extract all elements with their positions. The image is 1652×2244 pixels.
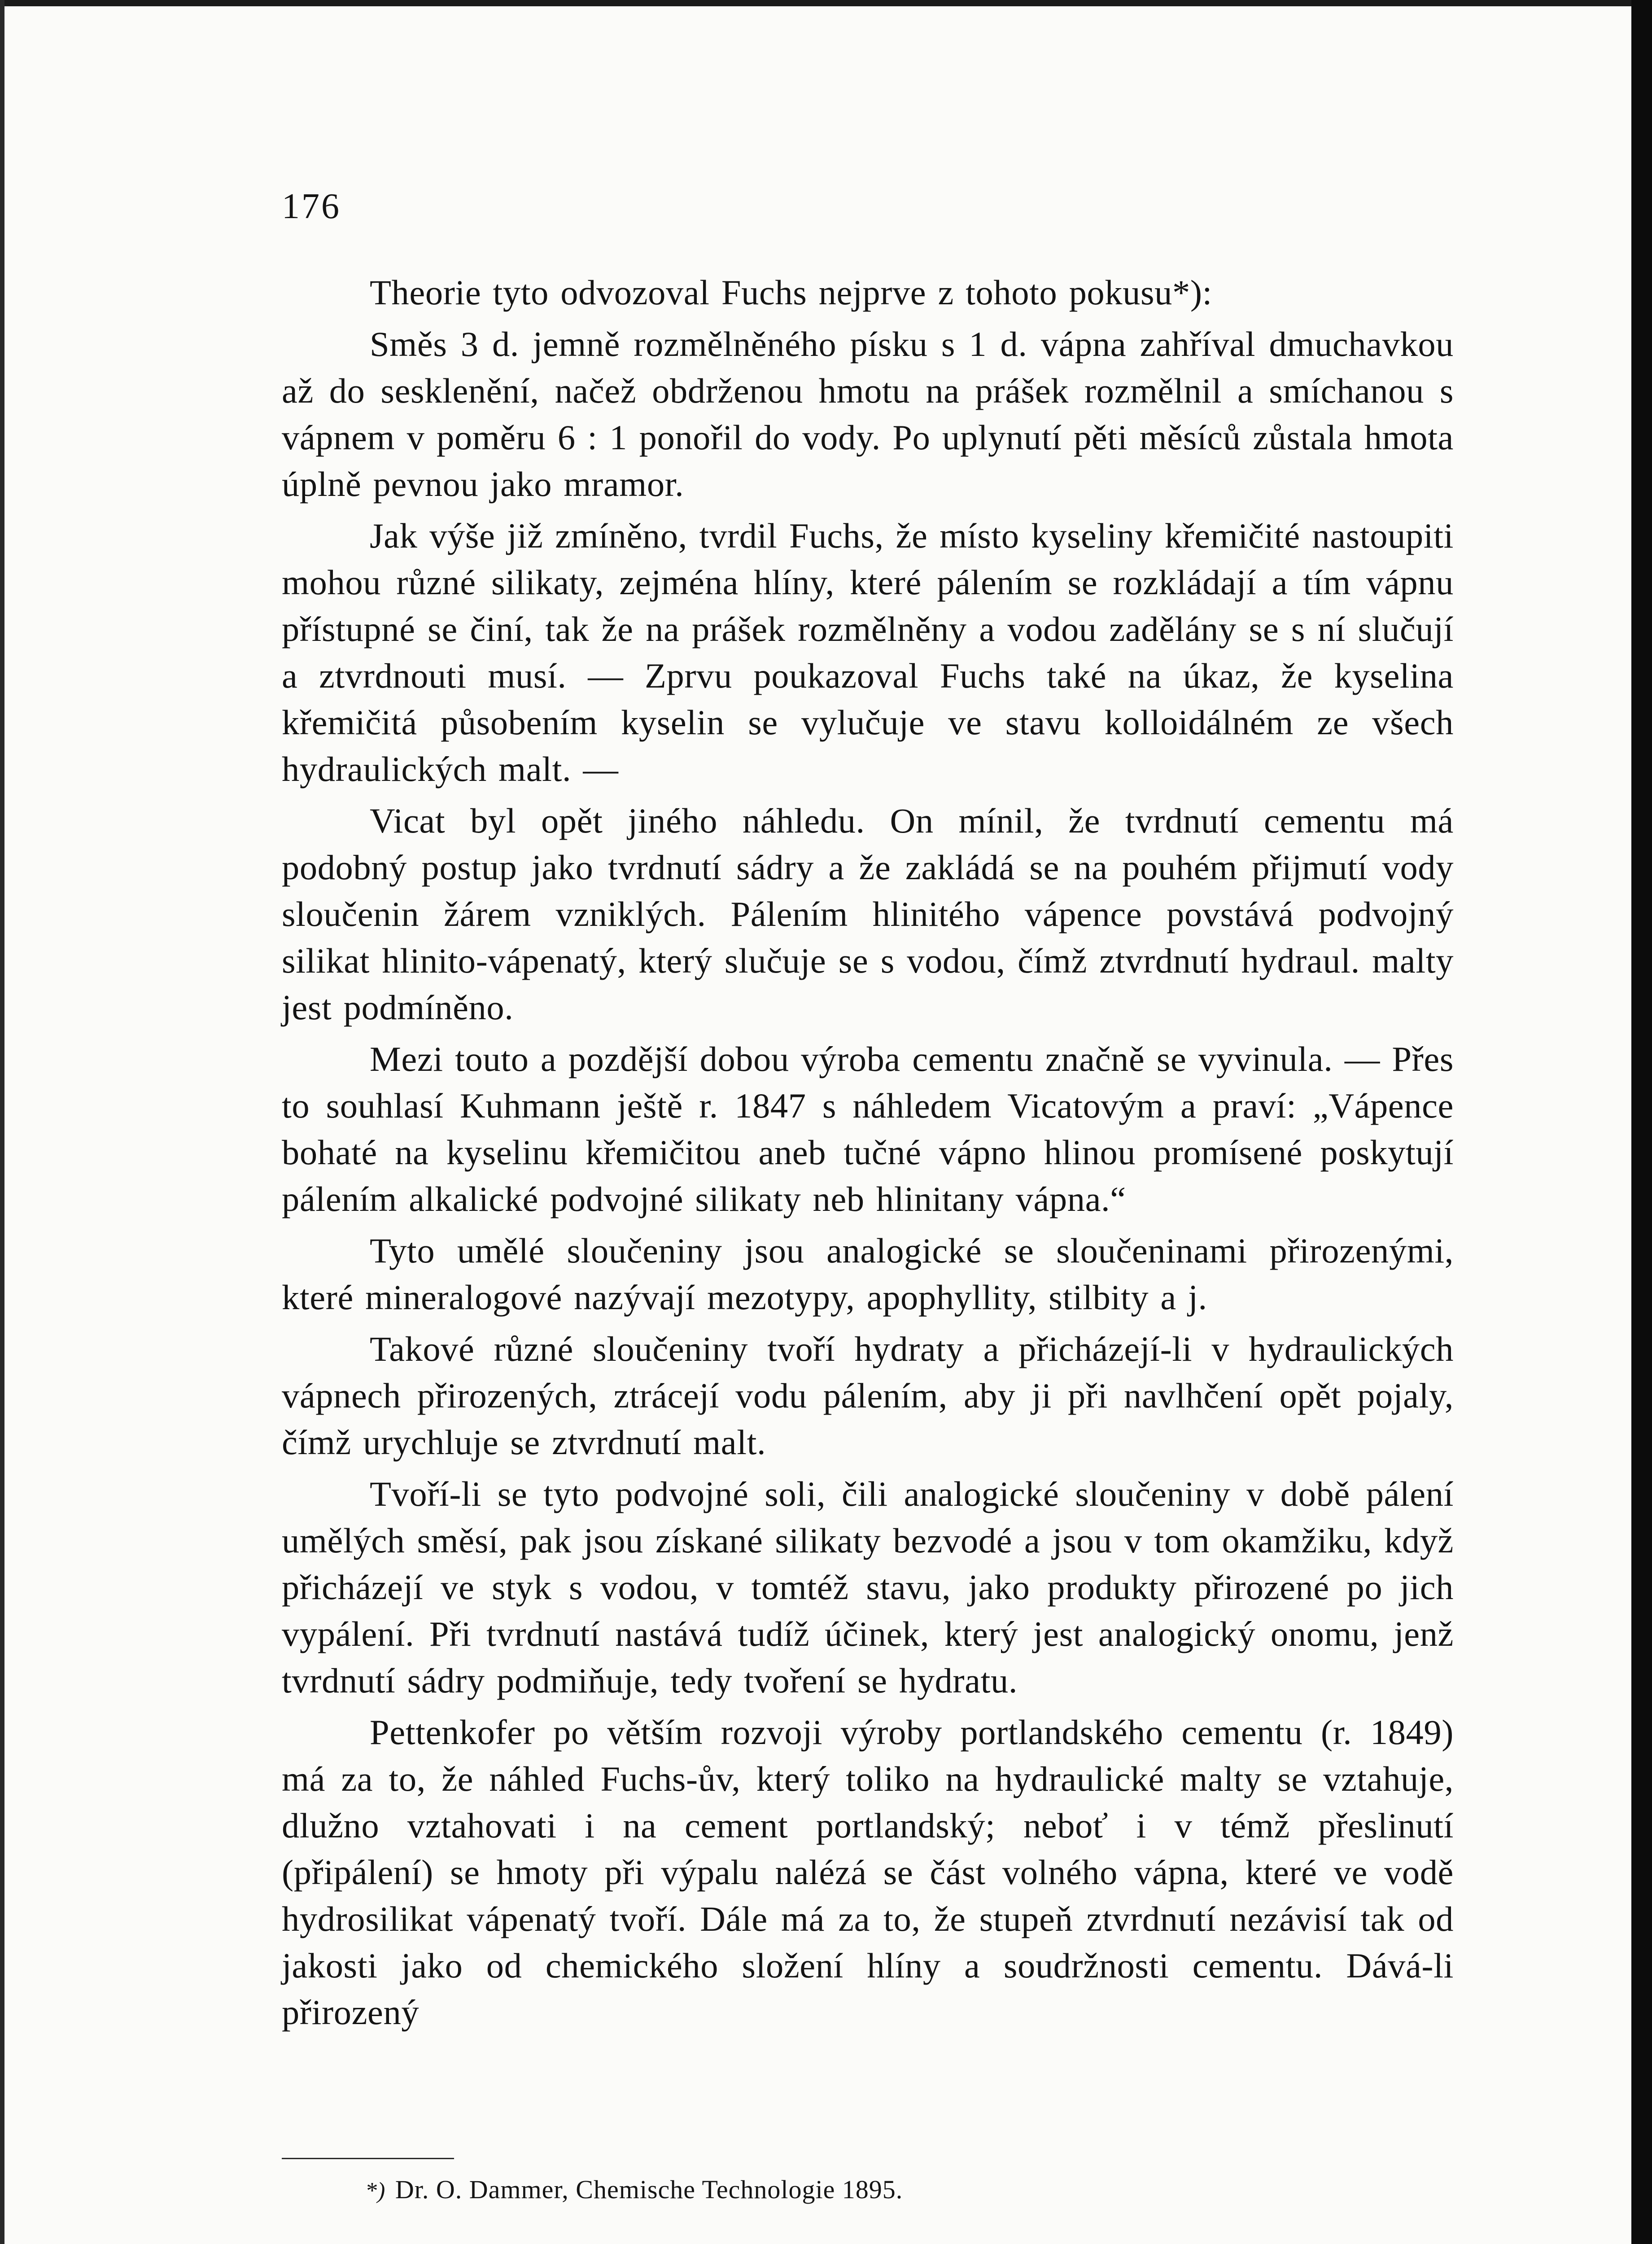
page-number: 176: [282, 187, 341, 226]
paragraph-5: Mezi touto a pozdější dobou výroba cementu značně se vyvinula. — Přes to souhlasí Kuhmann ještě r. 1847 s náhledem Vicatovým a praví: „Vápence bohaté na kyselinu křemičitou aneb tučné vápno hlinou promísené poskytují pálením alkalické podvojné silikaty neb hlinitany vápna.“: [282, 1039, 1454, 1218]
scan-edge-right: [1631, 0, 1652, 2244]
paragraph-2: Směs 3 d. jemně rozmělněného písku s 1 d. vápna zahříval dmuchavkou až do sesklenění, načež obdrženou hmotu na prášek rozmělnil a smíchanou s vápnem v poměru 6 : 1 ponořil do vody. Po uplynutí pěti měsíců zůstala hmota úplně pevnou jako mramor.: [282, 324, 1454, 504]
paragraph-9: Pettenkofer po větším rozvoji výroby portlandského cementu (r. 1849) má za to, že náhled Fuchs-ův, který toliko na hydraulické malty se vztahuje, dlužno vztahovati i na cement portlandský; neboť i v témž přeslinutí (připálení) se hmoty při výpalu nalézá se část volného vápna, které ve vodě hydrosilikat vápenatý tvoří. Dále má za to, že stupeň ztvrdnutí nezávisí tak od jakosti jako od chemického složení hlíny a soudržnosti cementu. Dává-li přirozený: [282, 1713, 1454, 2032]
paragraph-1: Theorie tyto odvozoval Fuchs nejprve z tohoto pokusu*):: [370, 273, 1212, 312]
body-text: [282, 269, 1454, 2041]
paragraph-8: Tvoří-li se tyto podvojné soli, čili analogické sloučeniny v době pálení umělých směsí, pak jsou získané silikaty bezvodé a jsou v tom okamžiku, když přicházejí ve styk s vodou, v tomtéž stavu, jako produkty přirozené po jich vypálení. Při tvrdnutí nastává tudíž účinek, který jest analogický onomu, jenž tvrdnutí sádry podmiňuje, tedy tvoření se hydratu.: [282, 1474, 1454, 1700]
footnote-divider: [282, 2158, 454, 2159]
footnote-text: Dr. O. Dammer, Chemische Technologie 1895.: [395, 2175, 903, 2204]
scan-edge-left: [0, 0, 4, 2244]
footnote: [365, 2177, 903, 2203]
scan-edge-top: [0, 0, 1652, 6]
paragraph-6: Tyto umělé sloučeniny jsou analogické se sloučeninami přirozenými, které mineralogové nazývají mezotypy, apophyllity, stilbity a j.: [282, 1231, 1454, 1317]
paragraph-7: Takové různé sloučeniny tvoří hydraty a přicházejí-li v hydraulických vápnech přirozených, ztrácejí vodu pálením, aby ji při navlhčení opět pojaly, čímž urychluje se ztvrdnutí malt.: [282, 1329, 1454, 1462]
paragraph-4: Vicat byl opět jiného náhledu. On mínil, že tvrdnutí cementu má podobný postup jako tvrdnutí sádry a že zakládá se na pouhém přijmutí vody sloučenin žárem vzniklých. Pálením hlinitého vápence povstává podvojný silikat hlinito-vápenatý, který slučuje se s vodou, čímž ztvrdnutí hydraul. malty jest podmíněno.: [282, 801, 1454, 1027]
paragraph-3: Jak výše již zmíněno, tvrdil Fuchs, že místo kyseliny křemičité nastoupiti mohou různé silikaty, zejména hlíny, které pálením se rozkládají a tím vápnu přístupné se činí, tak že na prášek rozmělněny a vodou zadělány se s ní slučují a ztvrdnouti musí. — Zprvu poukazoval Fuchs také na úkaz, že kyselina křemičitá působením kyselin se vylučuje ve stavu kolloidálném ze všech hydraulických malt. —: [282, 516, 1454, 789]
footnote-marker: *): [365, 2178, 386, 2204]
